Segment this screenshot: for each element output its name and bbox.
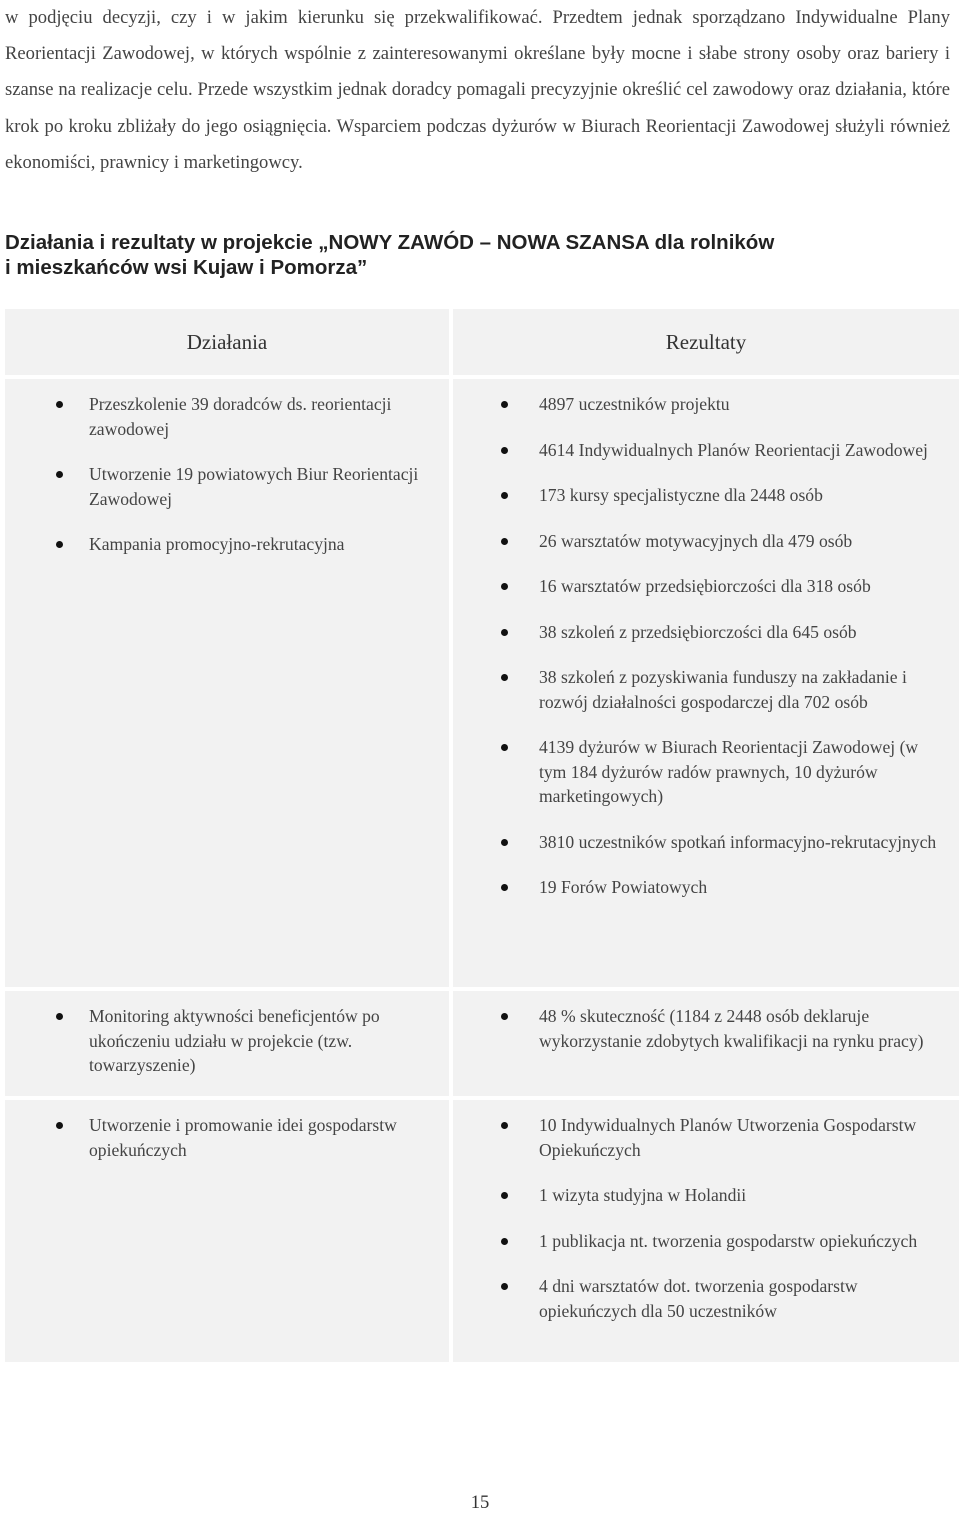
actions-list — [5, 392, 449, 557]
list-item: 4897 uczestników projektu — [453, 392, 959, 417]
list-item: 19 Forów Powiatowych — [453, 875, 959, 900]
list-item: 48 % skuteczność (1184 z 2448 osób deklaruje wykorzystanie zdobytych kwalifikacji na rynku pracy) — [453, 1004, 959, 1053]
list-item: Monitoring aktywności beneficjentów po ukończeniu udziału w projekcie (tzw. towarzyszenie) — [5, 1004, 449, 1078]
row-2-actions — [5, 991, 449, 1096]
actions-list — [5, 1113, 449, 1162]
actions-results-table — [5, 309, 959, 1362]
row-3-actions — [5, 1100, 449, 1362]
section-heading — [5, 230, 945, 280]
list-item: 1 publikacja nt. tworzenia gospodarstw opiekuńczych — [453, 1229, 959, 1254]
list-item: 10 Indywidualnych Planów Utworzenia Gospodarstw Opiekuńczych — [453, 1113, 959, 1162]
list-item: 173 kursy specjalistyczne dla 2448 osób — [453, 483, 959, 508]
list-item: 16 warsztatów przedsiębiorczości dla 318 osób — [453, 574, 959, 599]
intro-paragraph — [5, 0, 950, 181]
row-2-results — [453, 991, 959, 1096]
heading-line-1: Działania i rezultaty w projekcie „NOWY ZAWÓD – NOWA SZANSA dla rolników — [5, 231, 775, 254]
results-list — [453, 1113, 959, 1323]
row-1-results — [453, 379, 959, 987]
list-item: 3810 uczestników spotkań informacyjno-rekrutacyjnych — [453, 830, 959, 855]
list-item: Przeszkolenie 39 doradców ds. reorientacji zawodowej — [5, 392, 449, 441]
list-item: 38 szkoleń z pozyskiwania funduszy na zakładanie i rozwój działalności gospodarczej dla 702 osób — [453, 665, 959, 714]
header-actions: Działania — [5, 309, 449, 375]
list-item: 26 warsztatów motywacyjnych dla 479 osób — [453, 529, 959, 554]
list-item: Utworzenie i promowanie idei gospodarstw opiekuńczych — [5, 1113, 449, 1162]
list-item: 4139 dyżurów w Biurach Reorientacji Zawodowej (w tym 184 dyżurów radów prawnych, 10 dyżurów marketingowych) — [453, 735, 959, 809]
row-1-actions — [5, 379, 449, 987]
list-item: Kampania promocyjno-rekrutacyjna — [5, 532, 449, 557]
intro-text: w podjęciu decyzji, czy i w jakim kierunku się przekwalifikować. Przedtem jednak sporządzano Indywidualne Plany Reorientacji Zawodowej, w których wspólnie z zainteresowanymi określane były mocne i słabe strony osoby oraz bariery i szanse na realizacje celu. Przede wszystkim jednak doradcy pomagali precyzyjnie określić cel zawodowy oraz działania, które krok po kroku zbliżały do jego osiągnięcia. Wsparciem podczas dyżurów w Biurach Reorientacji Zawodowej służyli również ekonomiści, prawnicy i marketingowcy. — [5, 7, 950, 173]
row-3-results — [453, 1100, 959, 1362]
heading-line-2: i mieszkańców wsi Kujaw i Pomorza” — [5, 256, 368, 279]
results-list — [453, 392, 959, 900]
actions-list — [5, 1004, 449, 1078]
list-item: 4 dni warsztatów dot. tworzenia gospodarstw opiekuńczych dla 50 uczestników — [453, 1274, 959, 1323]
list-item: 4614 Indywidualnych Planów Reorientacji Zawodowej — [453, 438, 959, 463]
page-number: 15 — [470, 1492, 490, 1513]
results-list — [453, 1004, 959, 1053]
header-results: Rezultaty — [453, 309, 959, 375]
list-item: 38 szkoleń z przedsiębiorczości dla 645 osób — [453, 620, 959, 645]
list-item: 1 wizyta studyjna w Holandii — [453, 1183, 959, 1208]
list-item: Utworzenie 19 powiatowych Biur Reorientacji Zawodowej — [5, 462, 449, 511]
